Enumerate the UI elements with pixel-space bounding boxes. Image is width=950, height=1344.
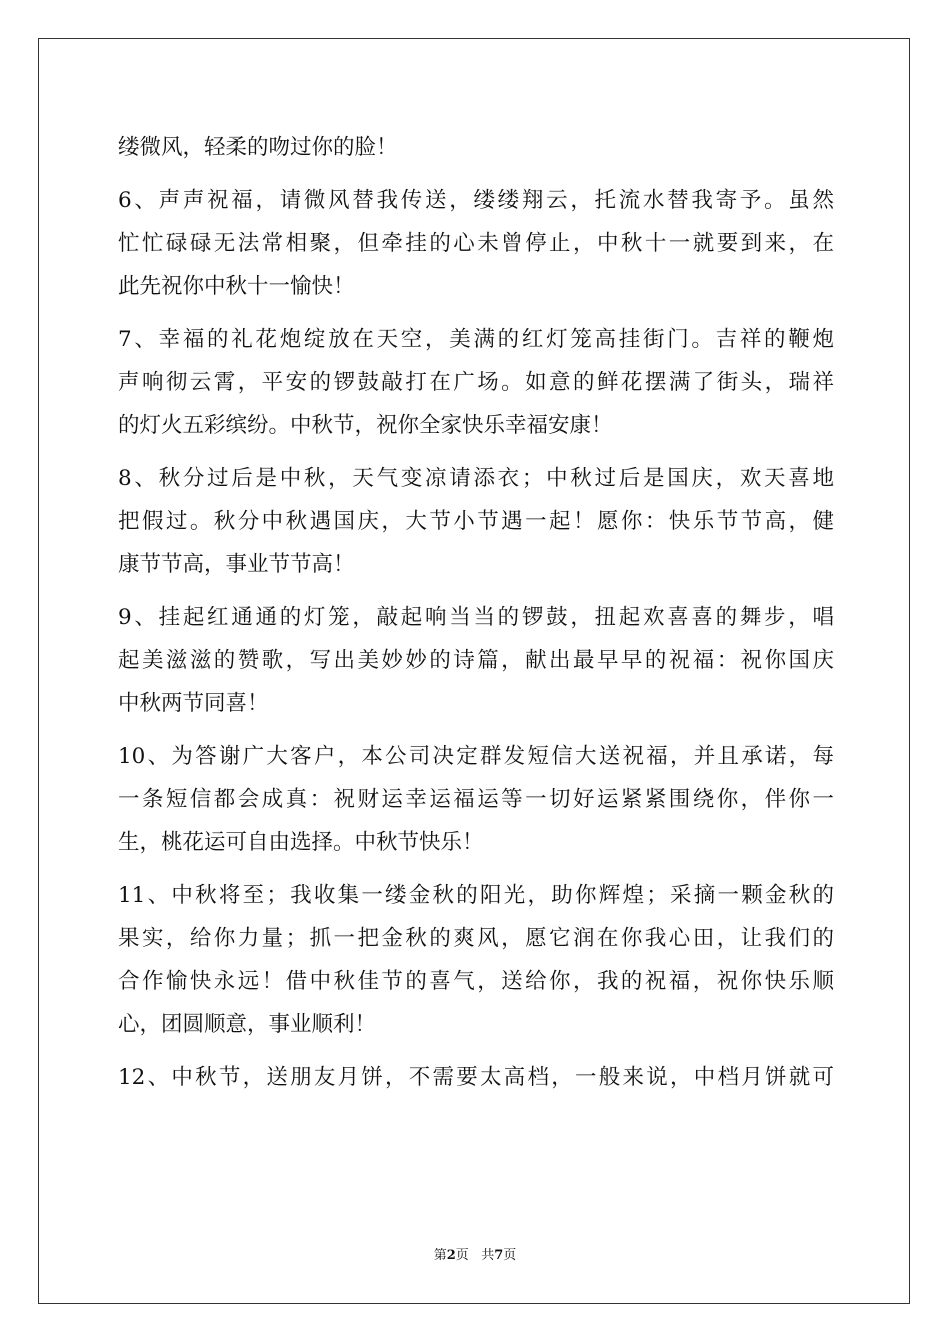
text-line: 此先祝你中秋十一愉快！ bbox=[118, 274, 355, 299]
text-line: 8、秋分过后是中秋，天气变凉请添衣；中秋过后是国庆，欢天喜地 bbox=[118, 466, 834, 491]
footer-middle: 页 共 bbox=[455, 1248, 495, 1263]
paragraph-10 bbox=[118, 739, 834, 868]
text-line: 果实，给你力量；抓一把金秋的爽风，愿它润在你我心田，让我们的 bbox=[118, 926, 834, 951]
text-line: 生，桃花运可自由选择。中秋节快乐！ bbox=[118, 830, 484, 855]
total-page-count: 7 bbox=[494, 1248, 504, 1263]
text-line: 心，团圆顺意，事业顺利！ bbox=[118, 1012, 377, 1037]
footer-suffix: 页 bbox=[503, 1248, 517, 1263]
text-line: 忙忙碌碌无法常相聚，但牵挂的心未曾停止，中秋十一就要到来，在 bbox=[118, 231, 834, 256]
text-line: 声响彻云霄，平安的锣鼓敲打在广场。如意的鲜花摆满了街头，瑞祥 bbox=[118, 370, 834, 395]
text-line: 10、为答谢广大客户，本公司决定群发短信大送祝福，并且承诺，每 bbox=[118, 744, 834, 769]
paragraph-6 bbox=[118, 183, 834, 312]
text-line: 11、中秋将至；我收集一缕金秋的阳光，助你辉煌；采摘一颗金秋的 bbox=[118, 883, 834, 908]
paragraph-7 bbox=[118, 322, 834, 451]
paragraph-9 bbox=[118, 600, 834, 729]
paragraph-11 bbox=[118, 878, 834, 1050]
text-line: 合作愉快永远！借中秋佳节的喜气，送给你，我的祝福，祝你快乐顺 bbox=[118, 969, 834, 994]
text-line: 12、中秋节，送朋友月饼，不需要太高档，一般来说，中档月饼就可 bbox=[118, 1065, 834, 1090]
current-page-number: 2 bbox=[446, 1248, 456, 1263]
text-line: 起美滋滋的赞歌，写出美妙妙的诗篇，献出最早早的祝福：祝你国庆 bbox=[118, 648, 834, 673]
text-line: 的灯火五彩缤纷。中秋节，祝你全家快乐幸福安康！ bbox=[118, 413, 613, 438]
page-footer bbox=[0, 1247, 950, 1265]
text-line: 把假过。秋分中秋遇国庆，大节小节遇一起！愿你：快乐节节高，健 bbox=[118, 509, 834, 534]
paragraph-12 bbox=[118, 1060, 834, 1103]
text-line: 9、挂起红通通的灯笼，敲起响当当的锣鼓，扭起欢喜喜的舞步，唱 bbox=[118, 605, 834, 630]
text-line: 中秋两节同喜！ bbox=[118, 691, 269, 716]
paragraph-8 bbox=[118, 461, 834, 590]
document-body bbox=[118, 130, 834, 1103]
text-line: 缕微风，轻柔的吻过你的脸！ bbox=[118, 135, 398, 160]
text-line: 6、声声祝福，请微风替我传送，缕缕翔云，托流水替我寄予。虽然 bbox=[118, 188, 834, 213]
paragraph-continuation bbox=[118, 130, 834, 173]
text-line: 康节节高，事业节节高！ bbox=[118, 552, 355, 577]
footer-prefix: 第 bbox=[433, 1248, 447, 1263]
text-line: 一条短信都会成真：祝财运幸运福运等一切好运紧紧围绕你，伴你一 bbox=[118, 787, 834, 812]
text-line: 7、幸福的礼花炮绽放在天空，美满的红灯笼高挂街门。吉祥的鞭炮 bbox=[118, 327, 834, 352]
